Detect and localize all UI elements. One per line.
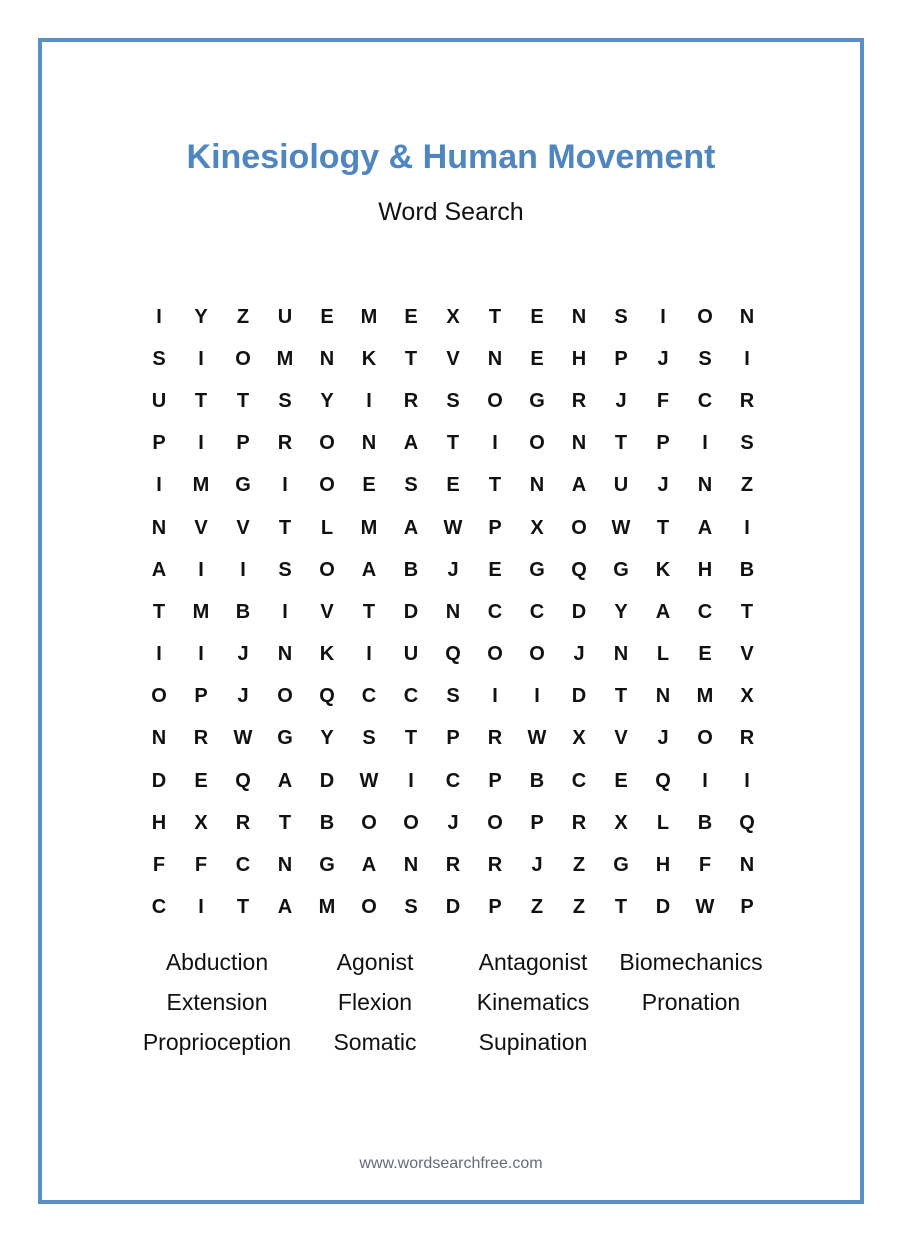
grid-letter: N: [571, 305, 587, 328]
grid-letter: I: [702, 432, 708, 455]
grid-letter: J: [237, 643, 249, 666]
grid-letter: C: [697, 389, 713, 412]
grid-letter: O: [487, 389, 503, 412]
grid-letter: X: [572, 727, 586, 750]
grid-letter: P: [614, 347, 628, 370]
word-list-item: Agonist: [336, 949, 414, 975]
grid-letter: E: [194, 769, 208, 792]
grid-letter: F: [194, 854, 208, 877]
grid-letter: D: [445, 896, 461, 919]
grid-letter: Y: [320, 727, 334, 750]
grid-letter: T: [614, 896, 628, 919]
grid-letter: I: [366, 643, 372, 666]
grid-letter: I: [198, 558, 204, 581]
grid-letter: Q: [739, 811, 755, 834]
grid-letter: V: [740, 643, 754, 666]
grid-letter: D: [571, 685, 587, 708]
grid-letter: H: [655, 854, 671, 877]
grid-letter: S: [698, 347, 712, 370]
grid-letter: N: [739, 305, 755, 328]
grid-letter: M: [318, 896, 336, 919]
grid-letter: G: [277, 727, 293, 750]
word-list-item: Kinematics: [476, 989, 590, 1015]
grid-letter: I: [198, 432, 204, 455]
grid-letter: Y: [194, 305, 208, 328]
grid-letter: N: [529, 474, 545, 497]
word-list-item: Extension: [166, 989, 268, 1015]
grid-letter: T: [488, 474, 502, 497]
grid-letter: T: [488, 305, 502, 328]
grid-row: [138, 465, 768, 507]
grid-letter: I: [744, 516, 750, 539]
worksheet-page: [38, 38, 864, 1204]
grid-letter: K: [655, 558, 671, 581]
grid-row: [138, 549, 768, 591]
grid-letter: P: [740, 896, 754, 919]
grid-letter: R: [739, 727, 755, 750]
grid-letter: A: [697, 516, 713, 539]
grid-letter: A: [403, 432, 419, 455]
grid-letter: N: [151, 516, 167, 539]
grid-letter: D: [655, 896, 671, 919]
grid-letter: E: [530, 305, 544, 328]
grid-letter: T: [404, 347, 418, 370]
grid-letter: C: [361, 685, 377, 708]
grid-letter: J: [657, 727, 669, 750]
grid-row: [138, 380, 768, 422]
grid-letter: T: [194, 389, 208, 412]
grid-letter: Q: [655, 769, 671, 792]
grid-letter: E: [404, 305, 418, 328]
grid-letter: O: [697, 727, 713, 750]
grid-letter: N: [361, 432, 377, 455]
grid-row: [138, 507, 768, 549]
grid-letter: G: [235, 474, 251, 497]
grid-letter: T: [740, 600, 754, 623]
word-list: [138, 942, 778, 1062]
grid-letter: C: [697, 600, 713, 623]
grid-letter: G: [613, 558, 629, 581]
grid-letter: J: [531, 854, 543, 877]
grid-letter: T: [236, 389, 250, 412]
grid-letter: I: [660, 305, 666, 328]
grid-letter: D: [151, 769, 167, 792]
grid-letter: T: [614, 685, 628, 708]
grid-letter: J: [657, 347, 669, 370]
grid-letter: N: [655, 685, 671, 708]
grid-letter: T: [656, 516, 670, 539]
grid-letter: E: [362, 474, 376, 497]
grid-letter: H: [151, 811, 167, 834]
grid-letter: N: [487, 347, 503, 370]
grid-row: [138, 802, 768, 844]
grid-letter: O: [487, 811, 503, 834]
grid-letter: G: [529, 389, 545, 412]
grid-letter: X: [614, 811, 628, 834]
grid-letter: M: [360, 305, 378, 328]
grid-letter: I: [156, 474, 162, 497]
grid-letter: O: [319, 558, 335, 581]
grid-letter: P: [488, 516, 502, 539]
grid-letter: R: [445, 854, 461, 877]
grid-letter: O: [487, 643, 503, 666]
grid-letter: F: [152, 854, 166, 877]
grid-letter: T: [614, 432, 628, 455]
grid-letter: D: [403, 600, 419, 623]
word-list-item: Proprioception: [142, 1029, 292, 1055]
grid-letter: S: [278, 389, 292, 412]
grid-letter: O: [319, 432, 335, 455]
grid-letter: O: [697, 305, 713, 328]
grid-letter: M: [192, 474, 210, 497]
grid-letter: I: [744, 769, 750, 792]
grid-letter: R: [487, 727, 503, 750]
grid-row: [138, 338, 768, 380]
grid-letter: R: [403, 389, 419, 412]
grid-letter: S: [446, 389, 460, 412]
grid-letter: M: [192, 600, 210, 623]
grid-letter: P: [488, 896, 502, 919]
grid-letter: O: [277, 685, 293, 708]
grid-letter: I: [156, 305, 162, 328]
grid-letter: T: [362, 600, 376, 623]
grid-letter: N: [613, 643, 629, 666]
grid-letter: M: [276, 347, 294, 370]
grid-letter: T: [278, 516, 292, 539]
grid-letter: C: [235, 854, 251, 877]
grid-row: [138, 634, 768, 676]
grid-letter: W: [233, 727, 253, 750]
grid-letter: H: [697, 558, 713, 581]
word-list-item: Somatic: [333, 1029, 417, 1055]
grid-letter: Q: [319, 685, 335, 708]
grid-letter: Y: [320, 389, 334, 412]
grid-letter: K: [319, 643, 335, 666]
grid-letter: N: [571, 432, 587, 455]
page-subtitle: Word Search: [378, 198, 524, 226]
grid-letter: I: [198, 896, 204, 919]
grid-row: [138, 718, 768, 760]
grid-letter: I: [534, 685, 540, 708]
grid-letter: W: [443, 516, 463, 539]
grid-letter: A: [571, 474, 587, 497]
grid-letter: I: [492, 432, 498, 455]
grid-letter: S: [362, 727, 376, 750]
grid-letter: Z: [530, 896, 544, 919]
grid-row: [138, 844, 768, 886]
grid-letter: E: [698, 643, 712, 666]
grid-letter: S: [404, 474, 418, 497]
grid-letter: A: [361, 854, 377, 877]
grid-letter: Q: [445, 643, 461, 666]
grid-letter: L: [656, 811, 670, 834]
grid-letter: T: [278, 811, 292, 834]
grid-letter: H: [571, 347, 587, 370]
letter-grid: [138, 296, 768, 929]
grid-letter: I: [240, 558, 246, 581]
grid-letter: G: [613, 854, 629, 877]
grid-letter: B: [529, 769, 545, 792]
grid-letter: I: [198, 347, 204, 370]
word-list-item: Antagonist: [478, 949, 588, 975]
grid-letter: V: [320, 600, 334, 623]
grid-letter: R: [739, 389, 755, 412]
grid-letter: X: [446, 305, 460, 328]
grid-letter: V: [194, 516, 208, 539]
grid-letter: J: [237, 685, 249, 708]
grid-letter: G: [319, 854, 335, 877]
grid-letter: S: [614, 305, 628, 328]
grid-letter: O: [235, 347, 251, 370]
grid-letter: W: [695, 896, 715, 919]
grid-letter: Z: [236, 305, 250, 328]
grid-letter: O: [151, 685, 167, 708]
grid-letter: O: [529, 432, 545, 455]
grid-letter: A: [151, 558, 167, 581]
grid-letter: N: [151, 727, 167, 750]
grid-row: [138, 591, 768, 633]
grid-letter: V: [614, 727, 628, 750]
grid-letter: I: [408, 769, 414, 792]
grid-letter: V: [236, 516, 250, 539]
grid-row: [138, 676, 768, 718]
grid-letter: P: [656, 432, 670, 455]
grid-letter: R: [277, 432, 293, 455]
grid-letter: D: [571, 600, 587, 623]
grid-row: [138, 887, 768, 929]
grid-letter: I: [744, 347, 750, 370]
grid-row: [138, 760, 768, 802]
grid-letter: O: [571, 516, 587, 539]
grid-letter: L: [656, 643, 670, 666]
grid-letter: D: [319, 769, 335, 792]
footer-url: www.wordsearchfree.com: [359, 1155, 543, 1172]
grid-letter: J: [615, 389, 627, 412]
grid-letter: I: [492, 685, 498, 708]
grid-letter: S: [404, 896, 418, 919]
grid-letter: N: [445, 600, 461, 623]
grid-letter: E: [614, 769, 628, 792]
grid-letter: N: [277, 643, 293, 666]
grid-letter: A: [277, 896, 293, 919]
grid-letter: Z: [572, 854, 586, 877]
grid-letter: E: [488, 558, 502, 581]
grid-letter: O: [319, 474, 335, 497]
grid-letter: Z: [572, 896, 586, 919]
grid-letter: X: [194, 811, 208, 834]
grid-letter: J: [657, 474, 669, 497]
grid-letter: M: [360, 516, 378, 539]
grid-letter: A: [403, 516, 419, 539]
grid-letter: I: [156, 643, 162, 666]
grid-letter: S: [740, 432, 754, 455]
grid-letter: X: [740, 685, 754, 708]
grid-letter: I: [282, 600, 288, 623]
grid-letter: E: [320, 305, 334, 328]
grid-row: [138, 423, 768, 465]
grid-letter: N: [739, 854, 755, 877]
grid-letter: B: [403, 558, 419, 581]
word-list-item: Biomechanics: [619, 949, 763, 975]
grid-letter: O: [361, 811, 377, 834]
grid-letter: B: [739, 558, 755, 581]
grid-letter: A: [361, 558, 377, 581]
grid-letter: Q: [571, 558, 587, 581]
word-list-item: Pronation: [641, 989, 741, 1015]
page-title: Kinesiology & Human Movement: [186, 138, 716, 176]
grid-letter: P: [152, 432, 166, 455]
grid-letter: N: [319, 347, 335, 370]
grid-letter: R: [571, 389, 587, 412]
grid-letter: R: [571, 811, 587, 834]
grid-letter: C: [571, 769, 587, 792]
grid-letter: C: [403, 685, 419, 708]
grid-letter: Y: [614, 600, 628, 623]
grid-letter: P: [446, 727, 460, 750]
grid-letter: O: [529, 643, 545, 666]
word-list-item: Flexion: [337, 989, 413, 1015]
grid-row: [138, 296, 768, 338]
grid-letter: B: [235, 600, 251, 623]
grid-letter: P: [488, 769, 502, 792]
grid-letter: C: [487, 600, 503, 623]
grid-letter: U: [403, 643, 419, 666]
grid-letter: U: [151, 389, 167, 412]
grid-letter: F: [656, 389, 670, 412]
grid-letter: S: [278, 558, 292, 581]
grid-letter: T: [446, 432, 460, 455]
grid-letter: W: [359, 769, 379, 792]
grid-letter: T: [236, 896, 250, 919]
grid-letter: X: [530, 516, 544, 539]
grid-letter: T: [152, 600, 166, 623]
grid-letter: O: [361, 896, 377, 919]
grid-letter: A: [277, 769, 293, 792]
grid-letter: N: [697, 474, 713, 497]
grid-letter: B: [697, 811, 713, 834]
grid-letter: I: [366, 389, 372, 412]
grid-letter: R: [487, 854, 503, 877]
grid-letter: J: [447, 558, 459, 581]
grid-letter: U: [277, 305, 293, 328]
grid-letter: Q: [235, 769, 251, 792]
grid-letter: N: [403, 854, 419, 877]
grid-letter: W: [611, 516, 631, 539]
grid-letter: A: [655, 600, 671, 623]
grid-letter: R: [235, 811, 251, 834]
grid-letter: C: [529, 600, 545, 623]
grid-letter: I: [282, 474, 288, 497]
grid-letter: M: [696, 685, 714, 708]
grid-letter: W: [527, 727, 547, 750]
grid-letter: S: [152, 347, 166, 370]
grid-letter: G: [529, 558, 545, 581]
grid-letter: I: [702, 769, 708, 792]
grid-letter: F: [698, 854, 712, 877]
grid-letter: C: [151, 896, 167, 919]
grid-letter: C: [445, 769, 461, 792]
grid-letter: R: [193, 727, 209, 750]
grid-letter: P: [194, 685, 208, 708]
word-list-item: Supination: [478, 1029, 588, 1055]
grid-letter: J: [573, 643, 585, 666]
grid-letter: T: [404, 727, 418, 750]
word-list-item: Abduction: [165, 949, 269, 975]
grid-letter: L: [320, 516, 334, 539]
grid-letter: U: [613, 474, 629, 497]
grid-letter: Z: [740, 474, 754, 497]
grid-letter: V: [446, 347, 460, 370]
grid-letter: B: [319, 811, 335, 834]
grid-letter: S: [446, 685, 460, 708]
grid-letter: E: [530, 347, 544, 370]
grid-letter: P: [530, 811, 544, 834]
grid-letter: N: [277, 854, 293, 877]
grid-letter: J: [447, 811, 459, 834]
grid-letter: K: [361, 347, 377, 370]
grid-letter: E: [446, 474, 460, 497]
grid-letter: P: [236, 432, 250, 455]
grid-letter: O: [403, 811, 419, 834]
grid-letter: I: [198, 643, 204, 666]
